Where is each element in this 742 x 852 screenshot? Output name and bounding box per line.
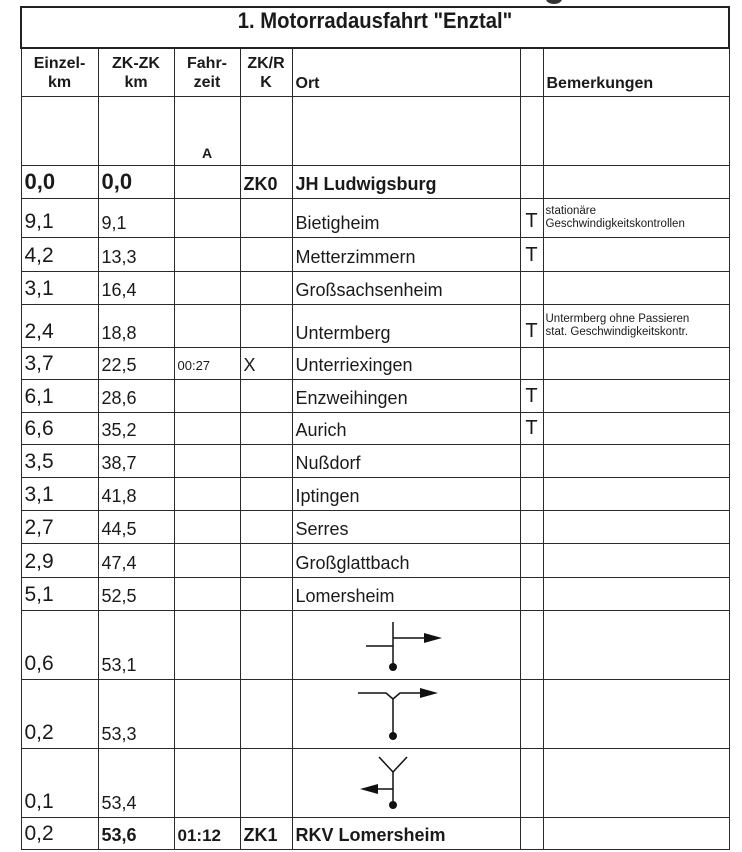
- zk-km: 35,2: [98, 413, 174, 445]
- t-mark: T: [520, 413, 543, 445]
- zk-km: 53,3: [98, 680, 174, 749]
- fahrzeit: [174, 199, 240, 238]
- fahrzeit: [174, 272, 240, 305]
- einzel-km: 4,2: [21, 238, 98, 272]
- route-table: [20, 6, 730, 850]
- t-mark: T: [520, 238, 543, 272]
- t-mark: [520, 578, 543, 611]
- cropped-heading-fragment: [546, 0, 562, 4]
- fahrzeit: [174, 478, 240, 511]
- zk-km: 0,0: [98, 166, 174, 199]
- t-mark: [520, 478, 543, 511]
- header-fahrzeit: Fahr- zeit: [174, 48, 240, 97]
- table-row: [21, 544, 729, 578]
- bemerkung: [543, 578, 729, 611]
- bemerkung: stationäre Geschwindigkeitskontrollen: [543, 199, 729, 238]
- zk-km: 53,4: [98, 749, 174, 818]
- ort: RKV Lomersheim: [292, 818, 520, 850]
- t-mark: [520, 544, 543, 578]
- table-row: [21, 478, 729, 511]
- zk-km: 53,1: [98, 611, 174, 680]
- zk-km: 16,4: [98, 272, 174, 305]
- fahrzeit: [174, 380, 240, 413]
- zk-rk: [240, 578, 292, 611]
- fahrzeit: [174, 544, 240, 578]
- bemerkung: [543, 348, 729, 380]
- table-row: [21, 166, 729, 199]
- fahrzeit: 01:12: [174, 818, 240, 850]
- zk-km: 52,5: [98, 578, 174, 611]
- ort: Serres: [292, 511, 520, 544]
- table-row: [21, 305, 729, 348]
- zk-km: 41,8: [98, 478, 174, 511]
- zk-km: 13,3: [98, 238, 174, 272]
- t-mark: T: [520, 199, 543, 238]
- title-cell: [21, 7, 729, 48]
- einzel-km: 0,0: [21, 166, 98, 199]
- diagram-row: [21, 611, 729, 680]
- zk-km: 44,5: [98, 511, 174, 544]
- zk-rk: X: [240, 348, 292, 380]
- bemerkung: [543, 445, 729, 478]
- table-row: [21, 413, 729, 445]
- t-mark: [520, 166, 543, 199]
- ort: Nußdorf: [292, 445, 520, 478]
- zk-km: 38,7: [98, 445, 174, 478]
- zk-rk: [240, 305, 292, 348]
- zk-rk: [240, 380, 292, 413]
- t-mark: [520, 445, 543, 478]
- zk-km: 28,6: [98, 380, 174, 413]
- ort: Iptingen: [292, 478, 520, 511]
- bemerkung: [543, 272, 729, 305]
- fork-left-turn-icon: [293, 752, 520, 814]
- ort: Bietigheim: [292, 199, 520, 238]
- zk-km: 9,1: [98, 199, 174, 238]
- einzel-km: 3,5: [21, 445, 98, 478]
- header-zk-zk-km: ZK-ZK km: [98, 48, 174, 97]
- table-row: [21, 445, 729, 478]
- ort: Enzweihingen: [292, 380, 520, 413]
- zk-km: 53,6: [98, 818, 174, 850]
- ort: Unterriexingen: [292, 348, 520, 380]
- fahrzeit: [174, 305, 240, 348]
- table-row: [21, 578, 729, 611]
- zk-rk: [240, 544, 292, 578]
- einzel-km: 2,9: [21, 544, 98, 578]
- einzel-km: 0,6: [21, 611, 98, 680]
- t-mark: [520, 511, 543, 544]
- start-marker: A: [174, 97, 240, 166]
- table-row: [21, 511, 729, 544]
- fahrzeit: [174, 511, 240, 544]
- junction-right-turn-icon: [293, 614, 520, 676]
- header-bemerkungen: Bemerkungen: [543, 48, 729, 97]
- zk-rk: ZK0: [240, 166, 292, 199]
- fahrzeit: [174, 166, 240, 199]
- t-mark: T: [520, 380, 543, 413]
- ort: Lomersheim: [292, 578, 520, 611]
- table-row: [21, 348, 729, 380]
- bemerkung: [543, 478, 729, 511]
- einzel-km: 6,6: [21, 413, 98, 445]
- einzel-km: 0,2: [21, 818, 98, 850]
- bemerkung: [543, 544, 729, 578]
- bemerkung: Untermberg ohne Passieren stat. Geschwindigkeitskontr.: [543, 305, 729, 348]
- fahrzeit: [174, 238, 240, 272]
- page-title: 1. Motorradausfahrt "Enztal": [237, 8, 513, 33]
- einzel-km: 0,2: [21, 680, 98, 749]
- diagram-row: [21, 680, 729, 749]
- bemerkung: [543, 166, 729, 199]
- fahrzeit: 00:27: [174, 348, 240, 380]
- einzel-km: 3,1: [21, 272, 98, 305]
- einzel-km: 3,7: [21, 348, 98, 380]
- table-row: [21, 199, 729, 238]
- bemerkung: [543, 511, 729, 544]
- t-mark: [520, 818, 543, 850]
- einzel-km: 3,1: [21, 478, 98, 511]
- zk-rk: [240, 478, 292, 511]
- header-t: [520, 48, 543, 97]
- bemerkung: [543, 238, 729, 272]
- table-row: [21, 272, 729, 305]
- zk-rk: [240, 511, 292, 544]
- einzel-km: 0,1: [21, 749, 98, 818]
- zk-km: 47,4: [98, 544, 174, 578]
- turn-diagram: [292, 680, 520, 749]
- ort: Aurich: [292, 413, 520, 445]
- t-mark: [520, 348, 543, 380]
- zk-km: 18,8: [98, 305, 174, 348]
- bemerkung: [543, 380, 729, 413]
- ort: Großsachsenheim: [292, 272, 520, 305]
- final-row: [21, 818, 729, 850]
- einzel-km: 2,7: [21, 511, 98, 544]
- ort: Metterzimmern: [292, 238, 520, 272]
- ort: JH Ludwigsburg: [292, 166, 520, 199]
- t-mark: T: [520, 305, 543, 348]
- einzel-km: 5,1: [21, 578, 98, 611]
- fahrzeit: [174, 578, 240, 611]
- zk-rk: [240, 199, 292, 238]
- zk-km: 22,5: [98, 348, 174, 380]
- header-row: [21, 48, 729, 97]
- zk-rk: [240, 238, 292, 272]
- bemerkung: [543, 818, 729, 850]
- diagram-row: [21, 749, 729, 818]
- ort: Untermberg: [292, 305, 520, 348]
- table-row: [21, 380, 729, 413]
- zk-rk: ZK1: [240, 818, 292, 850]
- header-zk-rk: ZK/R K: [240, 48, 292, 97]
- fahrzeit: [174, 445, 240, 478]
- fork-right-turn-icon: [293, 683, 520, 745]
- zk-rk: [240, 445, 292, 478]
- turn-diagram: [292, 749, 520, 818]
- zk-rk: [240, 272, 292, 305]
- zk-rk: [240, 413, 292, 445]
- header-einzel-km: Einzel- km: [21, 48, 98, 97]
- table-row: [21, 238, 729, 272]
- start-time-row: [21, 97, 729, 166]
- turn-diagram: [292, 611, 520, 680]
- einzel-km: 6,1: [21, 380, 98, 413]
- header-ort: Ort: [292, 48, 520, 97]
- bemerkung: [543, 413, 729, 445]
- ort: Großglattbach: [292, 544, 520, 578]
- t-mark: [520, 272, 543, 305]
- einzel-km: 9,1: [21, 199, 98, 238]
- einzel-km: 2,4: [21, 305, 98, 348]
- fahrzeit: [174, 413, 240, 445]
